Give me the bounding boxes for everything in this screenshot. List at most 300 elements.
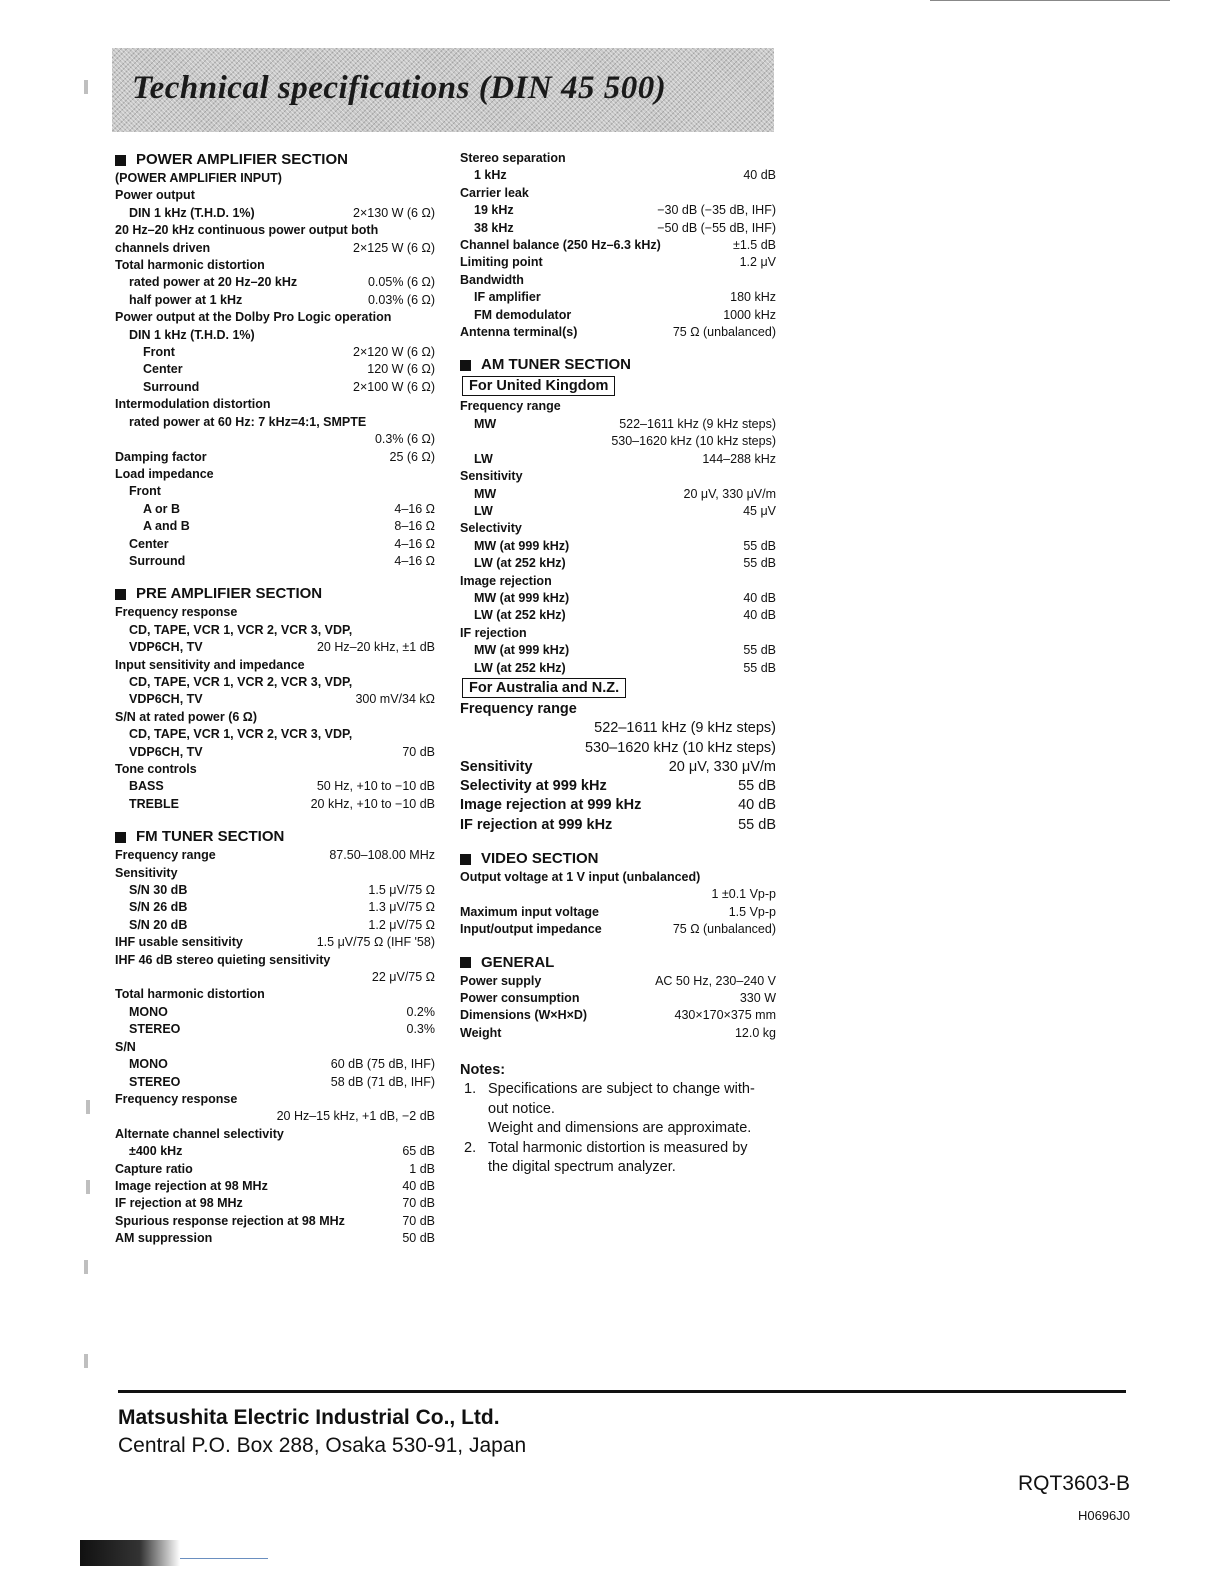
spec-label: Limiting point — [460, 255, 543, 270]
spec-row — [460, 1007, 776, 1024]
region-label: For Australia and N.Z. — [462, 678, 626, 698]
section-heading — [115, 584, 435, 604]
spec-row — [115, 257, 435, 274]
spec-row — [115, 778, 435, 795]
document-subcode: H0696J0 — [1077, 1508, 1130, 1523]
spec-value: 1.2 μV — [739, 255, 776, 270]
spec-row — [115, 274, 435, 291]
spec-label: Total harmonic distortion — [115, 258, 265, 273]
spec-value: 2×100 W (6 Ω) — [353, 379, 435, 394]
spec-row — [115, 657, 435, 674]
spec-value: 2×125 W (6 Ω) — [353, 240, 435, 255]
spec-label: Surround — [129, 553, 186, 568]
spec-value: 55 dB — [743, 556, 776, 571]
spec-row — [460, 973, 776, 990]
spec-row — [115, 1091, 435, 1108]
spec-row — [115, 847, 435, 864]
spec-row — [115, 986, 435, 1003]
spec-value: −30 dB (−35 dB, IHF) — [657, 203, 776, 218]
note-line: out notice. — [488, 1100, 555, 1117]
spec-row — [460, 719, 776, 738]
spec-label: Capture ratio — [115, 1161, 193, 1176]
spec-row — [115, 1143, 435, 1160]
spec-row — [460, 398, 776, 415]
spec-value: 4–16 Ω — [394, 501, 435, 516]
spec-label: MONO — [129, 1004, 168, 1019]
spec-label: channels driven — [115, 240, 211, 255]
spec-row — [460, 202, 776, 219]
spec-row — [460, 167, 776, 184]
spec-label: MW (at 999 kHz) — [474, 643, 570, 658]
spec-value: 55 dB — [743, 538, 776, 553]
spec-row — [115, 309, 435, 326]
spec-value: 70 dB — [402, 1196, 435, 1211]
spec-row — [115, 1108, 435, 1125]
spec-label: ±400 kHz — [129, 1144, 183, 1159]
notes-heading: Notes: — [460, 1062, 506, 1079]
spec-label: Output voltage at 1 V input (unbalanced) — [460, 870, 701, 885]
spec-row — [460, 451, 776, 468]
spec-value: 1.5 Vp-p — [728, 904, 776, 919]
spec-value: 55 dB — [743, 643, 776, 658]
spec-value: 40 dB — [738, 797, 776, 814]
note-item — [460, 1139, 776, 1178]
spec-label: BASS — [129, 779, 164, 794]
spec-row — [115, 796, 435, 813]
spec-row — [115, 1230, 435, 1247]
spec-value: 55 dB — [743, 660, 776, 675]
spec-value: 75 Ω (unbalanced) — [672, 325, 776, 340]
scan-speck — [84, 1260, 88, 1274]
spec-value: 300 mV/34 kΩ — [355, 692, 435, 707]
spec-label: 38 kHz — [474, 220, 514, 235]
spec-label: Bandwidth — [460, 272, 524, 287]
spec-label: Frequency response — [115, 605, 238, 620]
spec-value: 0.03% (6 Ω) — [367, 292, 435, 307]
spec-label: MW (at 999 kHz) — [474, 590, 570, 605]
spec-row — [115, 744, 435, 761]
spec-label: 20 Hz–20 kHz continuous power output both — [115, 223, 379, 238]
spec-row — [115, 934, 435, 951]
scan-speck — [86, 1180, 90, 1194]
spec-row — [460, 869, 776, 886]
spec-label: VDP6CH, TV — [129, 692, 203, 707]
spec-label: Carrier leak — [460, 185, 529, 200]
spec-row — [460, 289, 776, 306]
spec-label: IF rejection — [460, 625, 527, 640]
spec-row — [115, 327, 435, 344]
spec-value: 522–1611 kHz (9 kHz steps) — [594, 720, 776, 737]
spec-row — [460, 416, 776, 433]
spec-row — [460, 307, 776, 324]
footer-divider — [118, 1390, 1126, 1393]
spec-label: IHF usable sensitivity — [115, 935, 243, 950]
scan-speck — [84, 1354, 88, 1368]
spec-value: 1000 kHz — [723, 307, 776, 322]
spec-row — [115, 1074, 435, 1091]
spec-value: 0.2% — [406, 1004, 435, 1019]
spec-label: 19 kHz — [474, 203, 514, 218]
scan-artifact-line — [180, 1558, 268, 1559]
spec-label: S/N 26 dB — [129, 900, 188, 915]
spec-label: Surround — [143, 379, 200, 394]
spec-row — [115, 709, 435, 726]
spec-row — [115, 553, 435, 570]
spec-label: Center — [143, 362, 183, 377]
section-title: PRE AMPLIFIER SECTION — [136, 585, 323, 603]
spec-label: IF amplifier — [474, 290, 541, 305]
spec-row — [460, 660, 776, 677]
right-spec-column — [460, 150, 776, 1177]
note-number: 2. — [464, 1139, 477, 1156]
spec-value: 1.2 μV/75 Ω — [368, 917, 435, 932]
spec-label: Front — [129, 484, 161, 499]
spec-row — [115, 205, 435, 222]
spec-label: Antenna terminal(s) — [460, 325, 578, 340]
spec-label: CD, TAPE, VCR 1, VCR 2, VCR 3, VDP, — [129, 622, 353, 637]
spec-value: ±1.5 dB — [733, 238, 776, 253]
spec-row — [460, 758, 776, 777]
section-bullet-icon — [460, 957, 471, 968]
spec-value: 22 μV/75 Ω — [371, 970, 435, 985]
spec-row — [460, 642, 776, 659]
spec-label: MW (at 999 kHz) — [474, 538, 570, 553]
spec-value: 55 dB — [738, 778, 776, 795]
spec-row — [460, 816, 776, 835]
spec-value: 40 dB — [743, 608, 776, 623]
spec-label: STEREO — [129, 1074, 181, 1089]
spec-label: S/N — [115, 1039, 136, 1054]
spec-row — [115, 361, 435, 378]
spec-value: 1.3 μV/75 Ω — [368, 900, 435, 915]
section-heading — [115, 827, 435, 847]
spec-label: IHF 46 dB stereo quieting sensitivity — [115, 952, 331, 967]
spec-label: Load impedance — [115, 466, 214, 481]
note-line: Total harmonic distortion is measured by — [488, 1139, 748, 1156]
spec-label: Sensitivity — [460, 758, 533, 775]
spec-label: AM suppression — [115, 1231, 213, 1246]
spec-value: 8–16 Ω — [394, 519, 435, 534]
spec-row — [460, 921, 776, 938]
spec-label: A and B — [143, 519, 190, 534]
spec-label: Image rejection at 999 kHz — [460, 797, 642, 814]
spec-label: Sensitivity — [460, 469, 523, 484]
spec-row — [460, 990, 776, 1007]
spec-label: S/N 20 dB — [129, 917, 188, 932]
spec-value: 55 dB — [738, 816, 776, 833]
spec-label: Selectivity — [460, 521, 522, 536]
spec-value: 430×170×375 mm — [674, 1008, 776, 1023]
spec-row — [115, 414, 435, 431]
spec-label: Power supply — [460, 973, 542, 988]
spec-label: Dimensions (W×H×D) — [460, 1008, 588, 1023]
spec-row — [115, 240, 435, 257]
spec-row — [115, 882, 435, 899]
spec-value: 40 dB — [743, 590, 776, 605]
spec-row — [460, 185, 776, 202]
spec-label: half power at 1 kHz — [129, 292, 243, 307]
spec-row — [115, 674, 435, 691]
section-bullet-icon — [115, 589, 126, 600]
scan-artifact — [80, 1540, 180, 1566]
spec-value: 70 dB — [402, 1213, 435, 1228]
spec-row — [460, 486, 776, 503]
section-bullet-icon — [115, 832, 126, 843]
spec-row — [115, 917, 435, 934]
spec-label: VDP6CH, TV — [129, 640, 203, 655]
spec-label: Power output — [115, 188, 195, 203]
note-number: 1. — [464, 1081, 477, 1098]
spec-value: 12.0 kg — [734, 1025, 776, 1040]
page-title: Technical specifications (DIN 45 500) — [132, 70, 667, 106]
spec-value: 50 Hz, +10 to −10 dB — [316, 779, 435, 794]
spec-row — [115, 1004, 435, 1021]
spec-value: 530–1620 kHz (10 kHz steps) — [584, 739, 776, 756]
spec-label: MONO — [129, 1057, 168, 1072]
spec-label: Spurious response rejection at 98 MHz — [115, 1213, 345, 1228]
note-line: Specifications are subject to change with- — [488, 1081, 755, 1098]
spec-row — [115, 865, 435, 882]
spec-value: 530–1620 kHz (10 kHz steps) — [611, 434, 776, 449]
spec-value: 58 dB (71 dB, IHF) — [330, 1074, 435, 1089]
spec-label: Frequency range — [460, 399, 561, 414]
spec-value: 20 μV, 330 μV/m — [683, 486, 776, 501]
left-spec-column — [115, 150, 435, 1248]
spec-label: Input/output impedance — [460, 922, 602, 937]
spec-row — [460, 272, 776, 289]
spec-value: 1 ±0.1 Vp-p — [711, 887, 776, 902]
spec-label: CD, TAPE, VCR 1, VCR 2, VCR 3, VDP, — [129, 727, 353, 742]
spec-row — [115, 969, 435, 986]
spec-value: 50 dB — [402, 1231, 435, 1246]
spec-label: IF rejection at 98 MHz — [115, 1196, 243, 1211]
spec-label: STEREO — [129, 1022, 181, 1037]
spec-value: 180 kHz — [730, 290, 776, 305]
spec-row — [460, 777, 776, 796]
spec-value: 2×130 W (6 Ω) — [353, 205, 435, 220]
spec-label: FM demodulator — [474, 307, 572, 322]
spec-row — [115, 344, 435, 361]
spec-label: Image rejection at 98 MHz — [115, 1178, 268, 1193]
spec-label: Image rejection — [460, 573, 552, 588]
spec-value: 20 Hz–15 kHz, +1 dB, −2 dB — [276, 1109, 435, 1124]
spec-label: Channel balance (250 Hz–6.3 kHz) — [460, 238, 661, 253]
spec-label: DIN 1 kHz (T.H.D. 1%) — [129, 327, 255, 342]
section-bullet-icon — [460, 854, 471, 865]
spec-value: 87.50–108.00 MHz — [329, 848, 435, 863]
spec-value: 65 dB — [402, 1144, 435, 1159]
spec-row — [460, 150, 776, 167]
spec-row — [460, 607, 776, 624]
spec-value: 0.3% — [406, 1022, 435, 1037]
spec-label: Frequency response — [115, 1091, 238, 1106]
spec-row — [460, 590, 776, 607]
spec-row — [115, 170, 435, 187]
scan-speck — [86, 1100, 90, 1114]
spec-value: 60 dB (75 dB, IHF) — [330, 1057, 435, 1072]
spec-label: TREBLE — [129, 796, 179, 811]
section-heading — [460, 355, 776, 375]
spec-row — [115, 518, 435, 535]
spec-label: Input sensitivity and impedance — [115, 657, 305, 672]
spec-value: 20 μV, 330 μV/m — [668, 758, 776, 775]
spec-label: LW (at 252 kHz) — [474, 556, 566, 571]
spec-row — [460, 573, 776, 590]
spec-label: 1 kHz — [474, 168, 507, 183]
spec-row — [115, 466, 435, 483]
spec-row — [115, 726, 435, 743]
spec-value: 40 dB — [743, 168, 776, 183]
spec-row — [460, 220, 776, 237]
spec-row — [115, 761, 435, 778]
spec-label: Total harmonic distortion — [115, 987, 265, 1002]
spec-label: (POWER AMPLIFIER INPUT) — [115, 171, 282, 185]
spec-row — [460, 324, 776, 341]
spec-value: 25 (6 Ω) — [389, 449, 435, 464]
spec-label: Sensitivity — [115, 865, 178, 880]
note-text — [488, 1139, 748, 1178]
spec-row — [115, 1161, 435, 1178]
spec-value: 75 Ω (unbalanced) — [672, 922, 776, 937]
spec-row — [115, 501, 435, 518]
company-address: Central P.O. Box 288, Osaka 530-91, Japan — [118, 1434, 527, 1457]
spec-value: 0.3% (6 Ω) — [374, 432, 435, 447]
section-heading — [460, 953, 776, 973]
spec-row — [115, 899, 435, 916]
section-title: VIDEO SECTION — [481, 850, 599, 868]
spec-value: −50 dB (−55 dB, IHF) — [657, 220, 776, 235]
spec-label: LW — [474, 503, 493, 518]
spec-row — [115, 952, 435, 969]
spec-label: CD, TAPE, VCR 1, VCR 2, VCR 3, VDP, — [129, 674, 353, 689]
spec-row — [115, 1056, 435, 1073]
spec-label: MW — [474, 486, 497, 501]
spec-label: VDP6CH, TV — [129, 744, 203, 759]
spec-label: LW (at 252 kHz) — [474, 608, 566, 623]
spec-label: Power output at the Dolby Pro Logic operation — [115, 310, 392, 325]
spec-label: IF rejection at 999 kHz — [460, 816, 613, 833]
spec-value: 330 W — [739, 991, 776, 1006]
region-label: For United Kingdom — [462, 376, 615, 396]
spec-label: MW — [474, 416, 497, 431]
spec-value: 1 dB — [409, 1161, 435, 1176]
spec-value: 70 dB — [402, 744, 435, 759]
spec-label: S/N at rated power (6 Ω) — [115, 709, 257, 724]
spec-row — [115, 187, 435, 204]
spec-row — [115, 222, 435, 239]
spec-value: 0.05% (6 Ω) — [367, 275, 435, 290]
spec-value: 4–16 Ω — [394, 553, 435, 568]
spec-label: DIN 1 kHz (T.H.D. 1%) — [129, 205, 255, 220]
spec-label: LW — [474, 451, 493, 466]
spec-row — [115, 292, 435, 309]
spec-value: 144–288 kHz — [702, 451, 776, 466]
spec-row — [115, 431, 435, 448]
section-title: FM TUNER SECTION — [136, 828, 285, 846]
section-title: GENERAL — [481, 953, 555, 971]
spec-row — [115, 622, 435, 639]
spec-label: Damping factor — [115, 449, 207, 464]
spec-row — [115, 536, 435, 553]
spec-value: 2×120 W (6 Ω) — [353, 345, 435, 360]
spec-value: 45 μV — [743, 503, 776, 518]
spec-label: Selectivity at 999 kHz — [460, 778, 607, 795]
spec-label: Frequency range — [115, 848, 216, 863]
spec-row — [115, 396, 435, 413]
spec-label: Weight — [460, 1025, 502, 1040]
spec-value: 20 Hz–20 kHz, ±1 dB — [316, 640, 435, 655]
spec-label: rated power at 20 Hz–20 kHz — [129, 275, 298, 290]
note-item — [460, 1080, 776, 1138]
spec-row — [460, 468, 776, 485]
spec-row — [115, 449, 435, 466]
spec-label: Maximum input voltage — [460, 904, 599, 919]
spec-row — [115, 1039, 435, 1056]
spec-row — [460, 254, 776, 271]
spec-label: S/N 30 dB — [129, 883, 188, 898]
document-code: RQT3603-B — [1017, 1472, 1130, 1495]
note-text — [488, 1080, 755, 1138]
spec-label: Stereo separation — [460, 151, 566, 165]
spec-label: Alternate channel selectivity — [115, 1126, 284, 1141]
spec-value: 522–1611 kHz (9 kHz steps) — [619, 416, 776, 431]
spec-row — [460, 538, 776, 555]
spec-row — [115, 639, 435, 656]
scan-edge-line — [930, 0, 1170, 1]
spec-row — [460, 503, 776, 520]
spec-label: Frequency range — [460, 700, 577, 717]
spec-label: Power consumption — [460, 991, 580, 1006]
spec-row — [115, 1195, 435, 1212]
spec-row — [460, 739, 776, 758]
spec-row — [460, 904, 776, 921]
spec-value: 20 kHz, +10 to −10 dB — [310, 796, 435, 811]
spec-row — [115, 1126, 435, 1143]
spec-row — [115, 691, 435, 708]
spec-row — [460, 886, 776, 903]
spec-label: A or B — [143, 501, 181, 516]
section-heading — [115, 150, 435, 170]
spec-value: 1.5 μV/75 Ω (IHF '58) — [316, 935, 435, 950]
spec-value: 4–16 Ω — [394, 536, 435, 551]
spec-value: AC 50 Hz, 230–240 V — [655, 973, 776, 988]
spec-label: rated power at 60 Hz: 7 kHz=4:1, SMPTE — [129, 414, 367, 429]
note-line: the digital spectrum analyzer. — [488, 1158, 676, 1175]
spec-row — [460, 520, 776, 537]
section-heading — [460, 849, 776, 869]
spec-value: 40 dB — [402, 1178, 435, 1193]
spec-row — [115, 379, 435, 396]
spec-row — [460, 433, 776, 450]
spec-label: LW (at 252 kHz) — [474, 660, 566, 675]
section-bullet-icon — [115, 155, 126, 166]
spec-row — [115, 483, 435, 500]
spec-row — [460, 796, 776, 815]
section-title: AM TUNER SECTION — [481, 356, 631, 374]
spec-value: 120 W (6 Ω) — [367, 362, 435, 377]
spec-label: Intermodulation distortion — [115, 397, 271, 412]
spec-row — [115, 1021, 435, 1038]
spec-row — [460, 555, 776, 572]
spec-label: Front — [143, 345, 175, 360]
spec-label: Center — [129, 536, 169, 551]
spec-row — [460, 237, 776, 254]
section-title: POWER AMPLIFIER SECTION — [136, 151, 348, 168]
section-bullet-icon — [460, 360, 471, 371]
title-banner — [112, 48, 774, 132]
note-line: Weight and dimensions are approximate. — [488, 1120, 752, 1137]
spec-row — [460, 625, 776, 642]
